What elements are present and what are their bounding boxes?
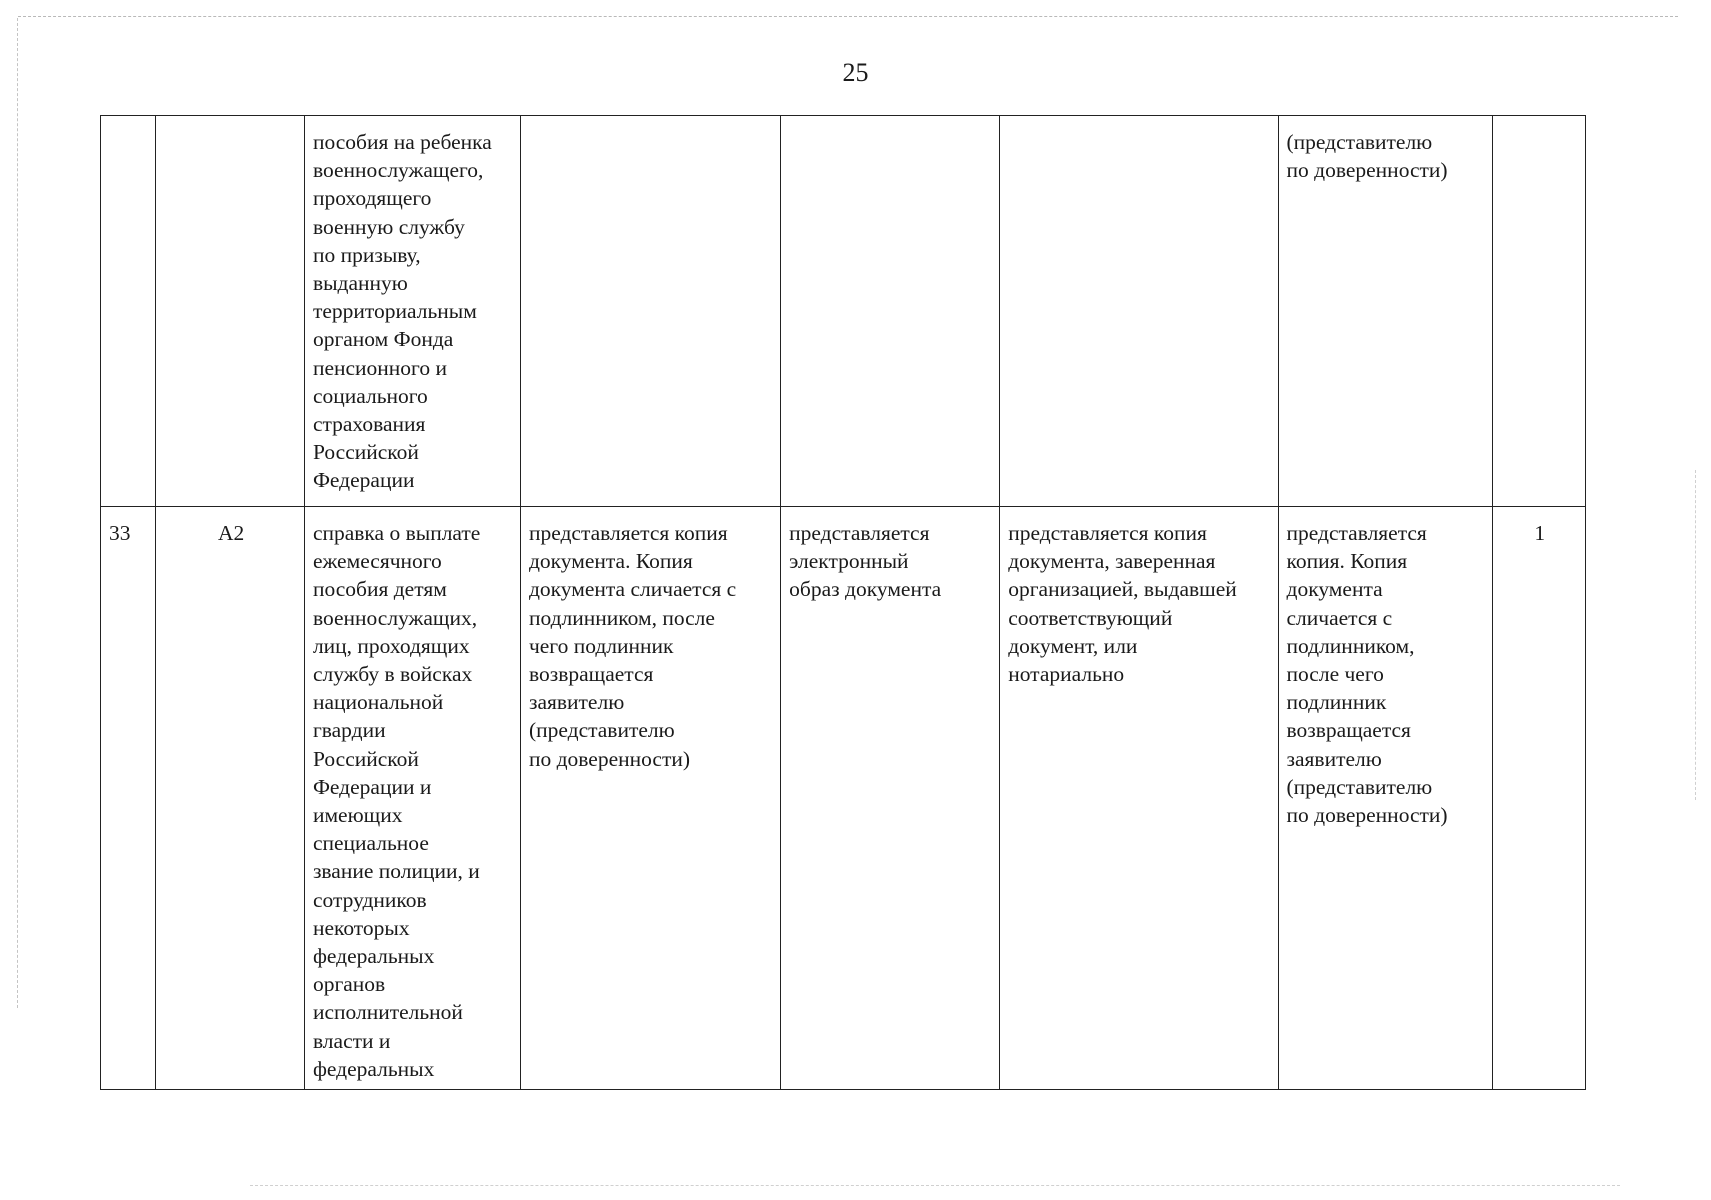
- page-number: 25: [842, 58, 869, 87]
- submission-mfc-cell: представляется копия. Копия документа сличается с подлинником, после чего подлинник возвращается заявителю (представителю по доверенности): [1278, 507, 1492, 1090]
- document-table: [100, 115, 1586, 1090]
- submission-electronic-cell: представляется электронный образ документа: [781, 507, 1000, 1090]
- submission-mail-cell: представляется копия документа, заверенная организацией, выдавшей соответствующий документ, или нотариально: [1000, 507, 1278, 1090]
- submission-mfc-cell: (представителю по доверенности): [1278, 116, 1492, 507]
- table-row: [101, 507, 1586, 1090]
- scan-artifact-bottom: [250, 1185, 1620, 1186]
- quantity-cell: 1: [1492, 507, 1586, 1090]
- scan-artifact-right: [1695, 470, 1696, 800]
- scan-artifact-top: [18, 16, 1678, 17]
- table-row: [101, 116, 1586, 507]
- row-number-cell: 33: [101, 507, 156, 1090]
- document-name-cell: справка о выплате ежемесячного пособия детям военнослужащих, лиц, проходящих службу в войсках национальной гвардии Российской Федерации и имеющих специальное звание полиции, и сотрудников некоторых федеральных органов исполнительной власти и федеральных: [304, 507, 520, 1090]
- row-code-cell: А2: [156, 507, 305, 1090]
- document-name-cell: пособия на ребенка военнослужащего, проходящего военную службу по призыву, выданную территориальным органом Фонда пенсионного и социального страхования Российской Федерации: [304, 116, 520, 507]
- quantity-cell: [1492, 116, 1586, 507]
- row-number-cell: [101, 116, 156, 507]
- row-code-cell: [156, 116, 305, 507]
- submission-in-person-cell: [520, 116, 780, 507]
- scan-artifact-left: [17, 18, 18, 1008]
- submission-electronic-cell: [781, 116, 1000, 507]
- submission-in-person-cell: представляется копия документа. Копия документа сличается с подлинником, после чего подлинник возвращается заявителю (представителю по доверенности): [520, 507, 780, 1090]
- submission-mail-cell: [1000, 116, 1278, 507]
